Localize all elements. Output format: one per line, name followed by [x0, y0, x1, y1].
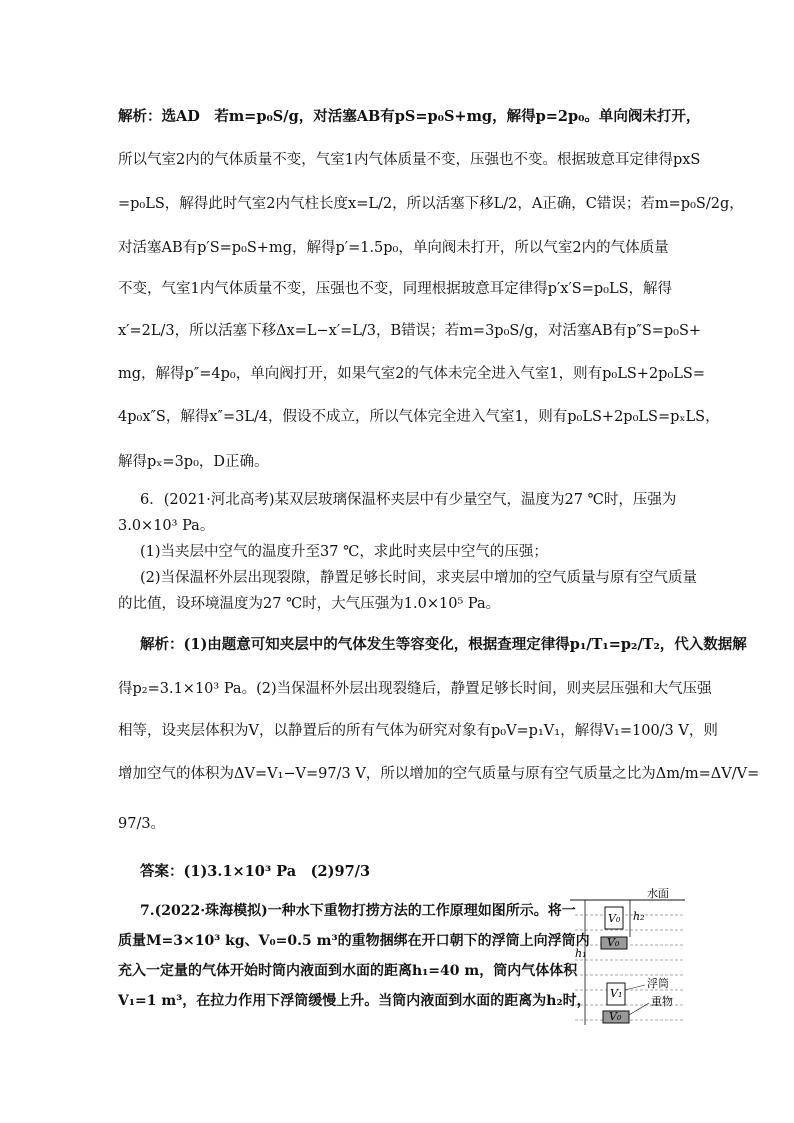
h2-label: h₂: [633, 910, 645, 923]
text-line: 的比值，设环境温度为27 ℃时，大气压强为1.0×10⁵ Pa。: [118, 596, 501, 612]
question-6-part-2: (2)当保温杯外层出现裂隙，静置足够长时间，求夹层中增加的空气质量与原有空气质量: [140, 570, 698, 586]
question-6-stem: 6．(2021·河北高考)某双层玻璃保温杯夹层中有少量空气，温度为27 ℃时，压强为: [140, 492, 677, 508]
question-7-stem: 7.(2022·珠海模拟)一种水下重物打捞方法的工作原理如图所示。将一: [140, 903, 576, 919]
text-line: =p₀LS，解得此时气室2内气柱长度x=L/2，所以活塞下移L/2，A正确，C错误；若m=p₀S/2g，: [118, 196, 744, 212]
v1-label: V₁: [610, 987, 623, 1000]
text-line: 相等，设夹层体积为V，以静置后的所有气体为研究对象有p₀V=p₁V₁，解得V₁=100/3 V，则: [118, 723, 718, 739]
text-line: 不变，气室1内气体质量不变，压强也不变，同理根据玻意耳定律得p′x′S=p₀LS，解得: [118, 281, 673, 297]
text-line: 97/3。: [118, 816, 166, 832]
text-line: 解析：选AD 若m=p₀S/g，对活塞AB有pS=p₀S+mg，解得p=2p₀。单向阀未打开，: [118, 108, 701, 125]
solution-6: 解析：(1)由题意可知夹层中的气体发生等容变化，根据查理定律得p₁/T₁=p₂/T₂，代入数据解: [140, 636, 747, 653]
text-line: V₁=1 m³，在拉力作用下浮筒缓慢上升。当筒内液面到水面的距离为h₂时，: [118, 993, 591, 1009]
text-line: 3.0×10³ Pa。: [118, 518, 215, 534]
weight-label: 重物: [651, 995, 673, 1008]
question-6-part-1: (1)当夹层中空气的温度升至37 ℃，求此时夹层中空气的压强；: [140, 544, 548, 560]
buoy-label: 浮筒: [647, 977, 669, 990]
v0-upper-weight-label: V₀: [607, 936, 620, 949]
text-line: 4p₀x″S，解得x″=3L/4，假设不成立，所以气体完全进入气室1，则有p₀LS+2p₀LS=pₓLS，: [118, 409, 720, 425]
text-line: x′=2L/3，所以活塞下移Δx=L−x′=L/3，B错误；若m=3p₀S/g，对活塞AB有p″S=p₀S+: [118, 323, 702, 339]
text-line: 得p₂=3.1×10³ Pa。(2)当保温杯外层出现裂缝后，静置足够长时间，则夹层压强和大气压强: [118, 681, 712, 697]
text-line: mg，解得p″=4p₀，单向阀打开，如果气室2的气体未完全进入气室1，则有p₀LS+2p₀LS=: [118, 366, 705, 382]
v0-top-label: V₀: [608, 912, 621, 925]
water-surface-label: 水面: [647, 887, 669, 900]
text-line: 解得pₓ=3p₀，D正确。: [118, 454, 269, 470]
text-line: 对活塞AB有p′S=p₀S+mg，解得p′=1.5p₀，单向阀未打开，所以气室2内的气体质量: [118, 240, 669, 256]
salvage-diagram: [565, 885, 685, 1035]
answer-6: 答案：(1)3.1×10³ Pa (2)97/3: [140, 863, 371, 880]
text-line: 充入一定量的气体开始时筒内液面到水面的距离h₁=40 m，筒内气体体积: [118, 963, 578, 979]
h1-label: h₁: [575, 947, 587, 960]
v0-lower-weight-label: V₀: [609, 1010, 622, 1023]
text-line: 所以气室2内的气体质量不变，气室1内气体质量不变，压强也不变。根据玻意耳定律得pxS: [118, 152, 701, 168]
text-line: 增加空气的体积为ΔV=V₁−V=97/3 V，所以增加的空气质量与原有空气质量之比为Δm/m=ΔV/V=: [118, 766, 760, 782]
text-line: 质量M=3×10³ kg、V₀=0.5 m³的重物捆绑在开口朝下的浮筒上向浮筒内: [118, 933, 590, 949]
